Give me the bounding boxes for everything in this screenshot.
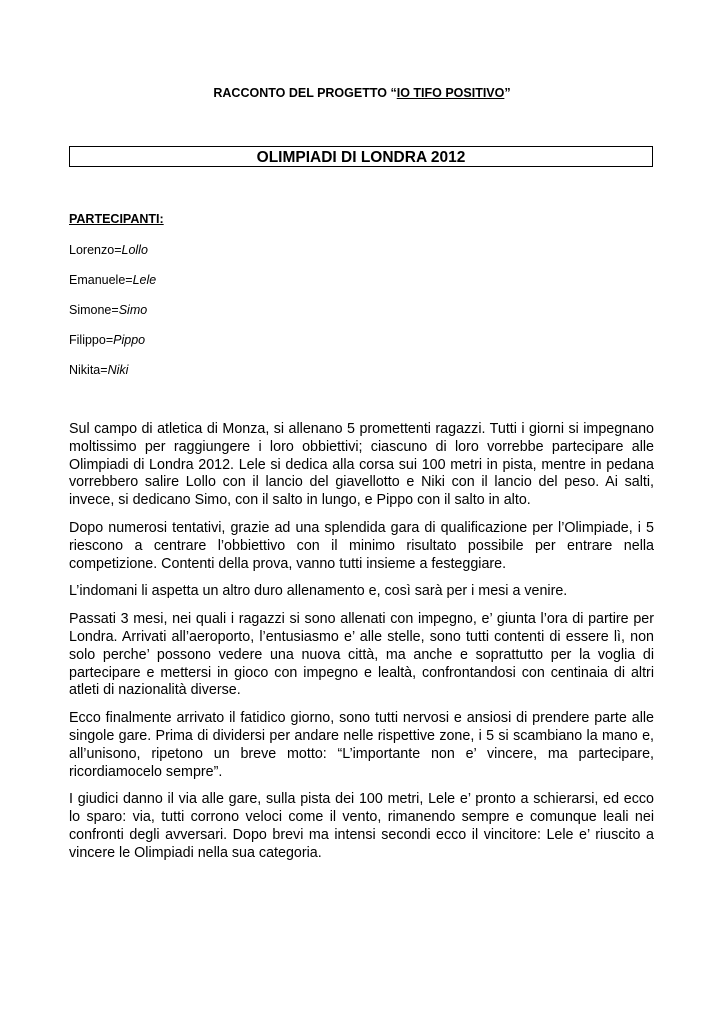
participant-item: Emanuele=Lele	[69, 273, 157, 287]
participant-name: Emanuele	[69, 273, 126, 287]
participant-item: Filippo=Pippo	[69, 333, 146, 347]
participant-name: Filippo	[69, 333, 106, 347]
participants-heading: PARTECIPANTI:	[69, 212, 164, 226]
participant-item: Lorenzo=Lollo	[69, 243, 148, 257]
participant-nickname: Niki	[107, 363, 129, 377]
story-paragraph: L’indomani li aspetta un altro duro allenamento e, così sarà per i mesi a venire.	[69, 583, 568, 600]
story-paragraph: I giudici danno il via alle gare, sulla pista dei 100 metri, Lele e’ pronto a schierarsi, ed ecco lo sparo: via, tutti corrono veloci come il vento, rimanendo sempre e comunque leali nei confronti degli avversari. Dopo brevi ma intensi secondi ecco il vincitore: Lele e’ riuscito a vincere le Olimpiadi nella sua categoria.	[69, 791, 654, 861]
participant-name: Simone	[69, 303, 112, 317]
project-name: IO TIFO POSITIVO	[396, 86, 505, 100]
participant-nickname: Lollo	[121, 243, 148, 257]
document-title: OLIMPIADI DI LONDRA 2012	[69, 146, 653, 167]
story-paragraph: Passati 3 mesi, nei quali i ragazzi si sono allenati con impegno, e’ giunta l’ora di partire per Londra. Arrivati all’aeroporto, l’entusiasmo e’ alle stelle, sono tutti contenti di essere lì, non solo perche’ possono vedere una nuova città, ma anche e soprattutto per la voglia di partecipare e mettersi in gioco con impegno e lealtà, confrontandosi con centinaia di altri atleti di nazionalità diverse.	[69, 611, 654, 699]
participant-name: Nikita	[69, 363, 101, 377]
participant-nickname: Lele	[132, 273, 157, 287]
story-body	[69, 421, 654, 873]
header-prefix: RACCONTO DEL PROGETTO “	[213, 86, 397, 100]
story-paragraph: Dopo numerosi tentativi, grazie ad una splendida gara di qualificazione per l’Olimpiade, i 5 riescono a centrare l’obbiettivo con il minimo risultato possibile per entrare nella competizione. Contenti della prova, vanno tutti insieme a festeggiare.	[69, 519, 654, 572]
participant-item: Nikita=Niki	[69, 363, 129, 377]
participant-nickname: Simo	[118, 303, 148, 317]
participant-name: Lorenzo	[69, 243, 115, 257]
project-header	[0, 86, 724, 100]
participant-nickname: Pippo	[113, 333, 146, 347]
header-suffix: ”	[504, 86, 511, 100]
story-paragraph: Ecco finalmente arrivato il fatidico giorno, sono tutti nervosi e ansiosi di prendere parte alle singole gare. Prima di dividersi per andare nelle rispettive zone, i 5 si scambiano la mano e, all’unisono, ripetono un breve motto: “L’importante non e’ vincere, ma partecipare, ricordiamocelo sempre”.	[69, 710, 654, 780]
story-paragraph: Sul campo di atletica di Monza, si allenano 5 promettenti ragazzi. Tutti i giorni si impegnano moltissimo per raggiungere i loro obbiettivi; ciascuno di loro vorrebbe partecipare alle Olimpiadi di Londra 2012. Lele si dedica alla corsa sui 100 metri in pista, mentre in pedana vorrebbero salire Lollo con il lancio del giavellotto e Niki con il lancio del peso. Ai salti, invece, si dedicano Simo, con il salto in lungo, e Pippo con il salto in alto.	[69, 421, 654, 509]
participant-item: Simone=Simo	[69, 303, 148, 317]
